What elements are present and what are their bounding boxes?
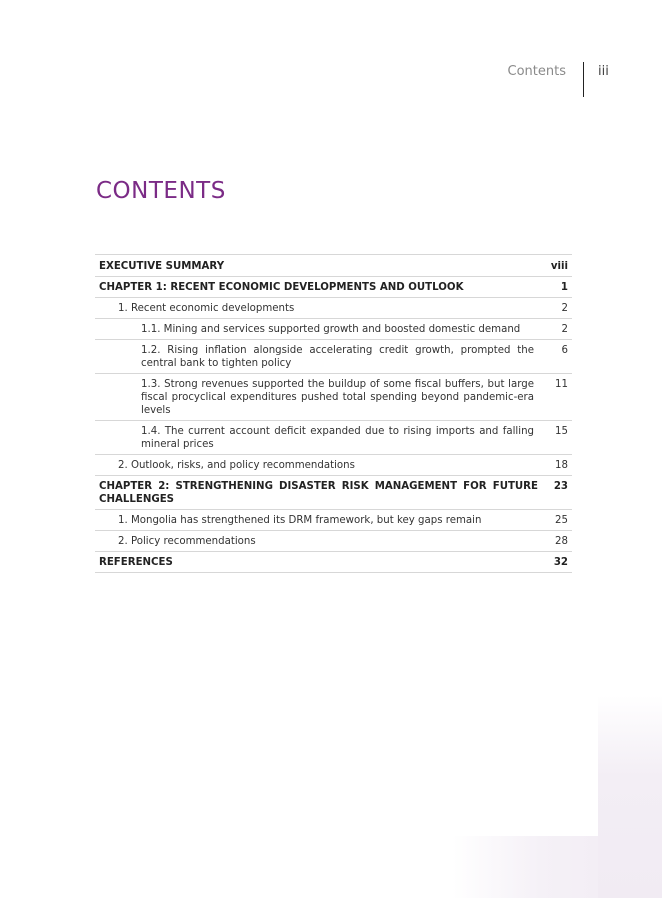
toc-entry-title: 1.4. The current account deficit expanded due to rising imports and falling mineral prices — [141, 426, 534, 450]
toc-entry-page: 6 — [561, 345, 568, 356]
toc-entry-title: 1.1. Mining and services supported growth and boosted domestic demand — [141, 324, 521, 335]
toc-row-section-1-2[interactable] — [95, 340, 572, 374]
toc-entry-page: 18 — [555, 460, 568, 471]
decorative-corner-panel — [598, 695, 662, 898]
toc-entry-title: 1.3. Strong revenues supported the buildup of some fiscal buffers, but large fiscal procyclical expenditures pushed total spending beyond pandemic-era levels — [141, 379, 534, 416]
toc-row-chapter-2-section-1[interactable] — [95, 510, 572, 531]
toc-row-references[interactable] — [95, 552, 572, 573]
toc-entry-title: 2. Outlook, risks, and policy recommendations — [118, 460, 355, 471]
toc-row-executive-summary[interactable] — [95, 255, 572, 277]
table-of-contents — [95, 254, 572, 573]
toc-entry-title: CHAPTER 1: RECENT ECONOMIC DEVELOPMENTS AND OUTLOOK — [99, 282, 464, 293]
running-header-section: Contents — [507, 64, 566, 79]
toc-entry-page: 28 — [555, 536, 568, 547]
decorative-footer-band — [452, 836, 598, 898]
toc-row-section-2[interactable] — [95, 455, 572, 476]
page-title: CONTENTS — [96, 178, 226, 204]
toc-row-chapter-1[interactable] — [95, 277, 572, 298]
toc-row-section-1[interactable] — [95, 298, 572, 319]
toc-row-section-1-1[interactable] — [95, 319, 572, 340]
running-header-page-number: iii — [598, 64, 609, 79]
toc-entry-title: REFERENCES — [99, 557, 173, 568]
toc-entry-title: 2. Policy recommendations — [118, 536, 256, 547]
toc-entry-page: 2 — [561, 303, 568, 314]
toc-row-section-1-4[interactable] — [95, 421, 572, 455]
header-divider — [583, 62, 584, 97]
toc-entry-title: EXECUTIVE SUMMARY — [99, 261, 225, 272]
toc-row-chapter-2[interactable] — [95, 476, 572, 510]
toc-entry-page: viii — [550, 261, 568, 272]
toc-entry-title: 1.2. Rising inflation alongside accelerating credit growth, prompted the central bank to tighten policy — [141, 345, 534, 369]
toc-entry-page: 23 — [553, 481, 568, 492]
toc-row-section-1-3[interactable] — [95, 374, 572, 421]
toc-entry-title: 1. Mongolia has strengthened its DRM framework, but key gaps remain — [118, 515, 482, 526]
toc-entry-page: 2 — [561, 324, 568, 335]
toc-entry-title: CHAPTER 2: STRENGTHENING DISASTER RISK MANAGEMENT FOR FUTURE CHALLENGES — [99, 481, 538, 505]
toc-entry-page: 1 — [560, 282, 568, 293]
toc-entry-page: 32 — [553, 557, 568, 568]
toc-entry-title: 1. Recent economic developments — [118, 303, 295, 314]
toc-entry-page: 15 — [555, 426, 568, 437]
toc-entry-page: 11 — [555, 379, 568, 390]
toc-entry-page: 25 — [555, 515, 568, 526]
toc-row-chapter-2-section-2[interactable] — [95, 531, 572, 552]
